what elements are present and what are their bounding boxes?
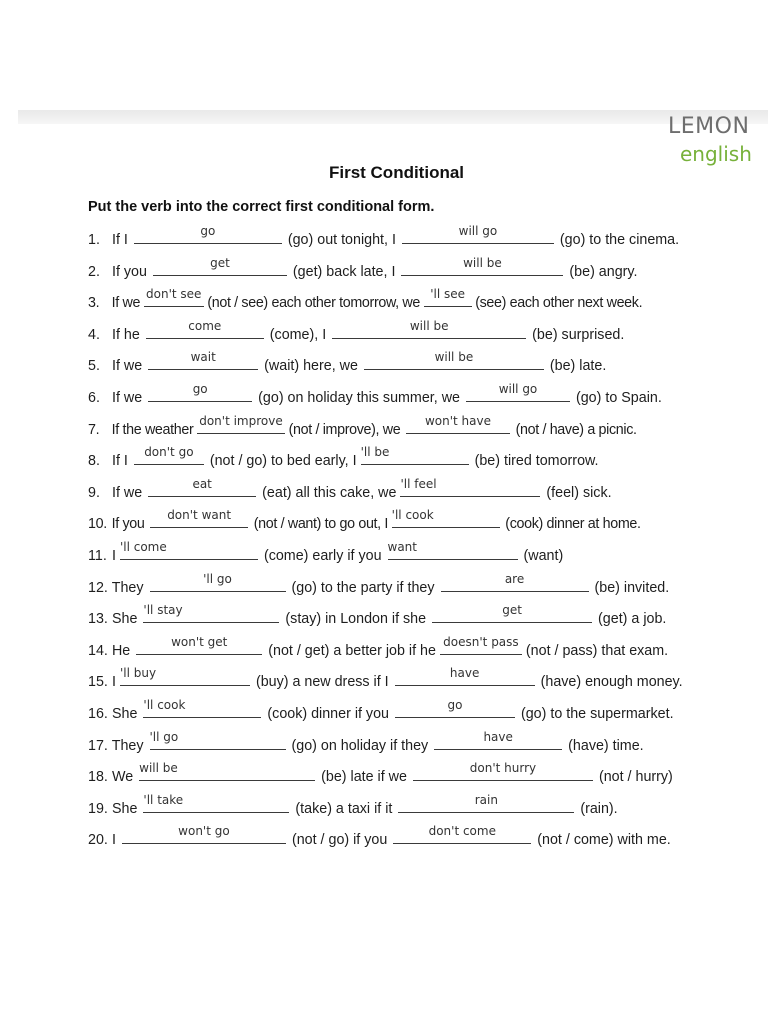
item-number: 12. bbox=[88, 579, 108, 596]
item-text: I bbox=[111, 832, 116, 849]
item-text: If he bbox=[111, 326, 140, 343]
item-text: She bbox=[111, 800, 138, 817]
answer-blank[interactable] bbox=[136, 634, 262, 655]
item-text: (not / get) a better job if he bbox=[268, 642, 436, 659]
answer-blank[interactable] bbox=[143, 603, 279, 623]
item-number: 2. bbox=[88, 263, 100, 280]
item-number: 1. bbox=[88, 232, 100, 248]
filled-answer: have bbox=[483, 729, 513, 744]
item-number: 7. bbox=[88, 421, 100, 438]
filled-answer: 'll go bbox=[203, 571, 232, 586]
answer-blank[interactable] bbox=[150, 508, 248, 528]
answer-blank[interactable] bbox=[413, 761, 593, 781]
item-text: (be) surprised. bbox=[532, 326, 625, 343]
filled-answer: eat bbox=[192, 476, 212, 491]
filled-answer: get bbox=[210, 255, 230, 270]
answer-blank[interactable] bbox=[143, 792, 289, 813]
item-number: 8. bbox=[88, 453, 100, 470]
item-text: (cook) dinner at home. bbox=[505, 516, 641, 533]
filled-answer: go bbox=[192, 381, 208, 396]
answer-blank[interactable] bbox=[134, 224, 282, 244]
item-text: She bbox=[111, 705, 138, 722]
answer-blank[interactable] bbox=[432, 603, 592, 623]
item-text: (be) tired tomorrow. bbox=[474, 453, 599, 470]
item-number: 18. bbox=[88, 769, 108, 786]
answer-blank[interactable] bbox=[148, 476, 256, 497]
item-text: (go) to the party if they bbox=[291, 579, 435, 596]
item-number: 6. bbox=[88, 389, 100, 406]
filled-answer: don't see bbox=[146, 287, 202, 302]
filled-answer: don't hurry bbox=[469, 761, 537, 776]
filled-answer: don't come bbox=[428, 824, 496, 839]
item-text: (go) on holiday if they bbox=[291, 737, 429, 754]
item-text: If we bbox=[111, 484, 143, 501]
item-text: (be) invited. bbox=[594, 579, 670, 596]
answer-blank[interactable] bbox=[364, 350, 544, 370]
item-text: (not / go) if you bbox=[291, 832, 388, 849]
answer-blank[interactable] bbox=[441, 571, 589, 592]
item-text: (get) back late, I bbox=[292, 263, 396, 280]
item-text: (stay) in London if she bbox=[285, 611, 427, 628]
item-text: (come), I bbox=[269, 326, 327, 343]
item-text: If we bbox=[111, 389, 143, 406]
answer-blank[interactable] bbox=[402, 224, 554, 244]
filled-answer: will be bbox=[434, 350, 474, 365]
answer-blank[interactable] bbox=[197, 413, 285, 434]
filled-answer: wait bbox=[190, 350, 216, 365]
item-text: (not / come) with me. bbox=[537, 832, 671, 849]
filled-answer: 'll feel bbox=[400, 476, 437, 491]
filled-answer: 'll go bbox=[149, 729, 179, 744]
item-number: 11. bbox=[88, 547, 107, 564]
filled-answer: get bbox=[502, 603, 522, 618]
item-text: (cook) dinner if you bbox=[267, 705, 389, 722]
filled-answer: 'll stay bbox=[143, 603, 183, 618]
answer-blank[interactable] bbox=[150, 571, 286, 592]
answer-blank[interactable] bbox=[122, 824, 286, 844]
answer-blank[interactable] bbox=[153, 255, 287, 276]
filled-answer: want bbox=[387, 539, 417, 554]
item-text: (not / want) to go out, I bbox=[253, 516, 389, 533]
filled-answer: 'll cook bbox=[143, 697, 186, 712]
item-number: 15. bbox=[88, 674, 108, 691]
answer-blank[interactable] bbox=[143, 697, 261, 718]
item-text: (go) to Spain. bbox=[575, 389, 662, 406]
logo-lemon-text: LEMON bbox=[668, 114, 750, 139]
item-text: (come) early if you bbox=[263, 547, 382, 564]
exercise-item bbox=[88, 824, 728, 861]
item-text: (have) time. bbox=[568, 737, 644, 754]
item-text: He bbox=[111, 642, 131, 659]
answer-blank[interactable] bbox=[393, 824, 531, 844]
answer-blank[interactable] bbox=[434, 729, 562, 750]
item-text: (go) to the supermarket. bbox=[520, 705, 674, 722]
answer-blank[interactable] bbox=[148, 350, 258, 370]
filled-answer: doesn't pass bbox=[443, 634, 519, 649]
answer-blank[interactable] bbox=[360, 445, 469, 465]
answer-blank[interactable] bbox=[148, 381, 252, 402]
item-text: (be) late. bbox=[549, 358, 607, 375]
answer-blank[interactable] bbox=[146, 318, 264, 339]
filled-answer: 'll come bbox=[119, 539, 167, 554]
item-text: (be) angry. bbox=[569, 263, 638, 280]
filled-answer: won't have bbox=[424, 413, 491, 428]
filled-answer: won't get bbox=[171, 634, 228, 649]
filled-answer: 'll cook bbox=[391, 508, 434, 523]
filled-answer: rain bbox=[474, 792, 498, 807]
item-text: If I bbox=[111, 232, 128, 248]
filled-answer: won't go bbox=[178, 824, 230, 839]
item-number: 5. bbox=[88, 358, 100, 375]
item-text: (not / see) each other tomorrow, we bbox=[207, 295, 420, 312]
item-text: I bbox=[111, 674, 116, 691]
answer-blank[interactable] bbox=[119, 666, 250, 686]
top-strip bbox=[18, 110, 768, 124]
item-text: We bbox=[111, 769, 134, 786]
answer-blank[interactable] bbox=[401, 255, 563, 276]
filled-answer: will be bbox=[409, 318, 449, 333]
item-number: 17. bbox=[88, 737, 108, 754]
item-number: 16. bbox=[88, 705, 108, 722]
worksheet-title: First Conditional bbox=[328, 163, 465, 182]
answer-blank[interactable] bbox=[119, 539, 258, 560]
item-number: 13. bbox=[88, 611, 108, 628]
item-text: If the weather bbox=[111, 421, 194, 438]
filled-answer: don't go bbox=[144, 445, 194, 460]
filled-answer: have bbox=[449, 666, 480, 681]
answer-blank[interactable] bbox=[398, 792, 574, 813]
answer-blank[interactable] bbox=[440, 634, 522, 655]
filled-answer: will be bbox=[139, 761, 178, 776]
item-text: (take) a taxi if it bbox=[295, 800, 393, 817]
item-text: (go) to the cinema. bbox=[559, 232, 680, 248]
item-text: (want) bbox=[523, 547, 564, 564]
item-number: 4. bbox=[88, 326, 100, 343]
item-text: (rain). bbox=[580, 800, 618, 817]
item-text: She bbox=[111, 611, 138, 628]
item-text: (not / go) to bed early, I bbox=[209, 453, 357, 470]
item-text: If we bbox=[111, 295, 141, 312]
item-number: 14. bbox=[88, 642, 108, 659]
item-text: If you bbox=[111, 263, 147, 280]
logo-english-text: english bbox=[680, 142, 752, 166]
filled-answer: 'll see bbox=[430, 287, 465, 302]
item-text: (be) late if we bbox=[321, 769, 407, 786]
exercise-list bbox=[88, 224, 728, 861]
item-text: I bbox=[111, 547, 116, 564]
item-text: (not / improve), we bbox=[288, 421, 401, 438]
answer-blank[interactable] bbox=[395, 697, 515, 718]
answer-blank[interactable] bbox=[139, 761, 315, 781]
filled-answer: come bbox=[188, 318, 222, 333]
item-text: They bbox=[111, 579, 144, 596]
filled-answer: 'll take bbox=[143, 792, 184, 807]
answer-blank[interactable] bbox=[332, 318, 526, 339]
item-text: If you bbox=[111, 516, 145, 533]
item-number: 19. bbox=[88, 800, 108, 817]
item-text: (not / hurry) bbox=[598, 769, 673, 786]
filled-answer: don't improve bbox=[199, 413, 283, 428]
answer-blank[interactable] bbox=[406, 413, 510, 434]
filled-answer: go bbox=[447, 697, 463, 712]
filled-answer: 'll buy bbox=[119, 666, 157, 681]
answer-blank[interactable] bbox=[144, 287, 204, 307]
filled-answer: don't want bbox=[167, 508, 232, 523]
answer-blank[interactable] bbox=[134, 445, 204, 465]
item-text: If we bbox=[111, 358, 143, 375]
item-number: 9. bbox=[88, 484, 100, 501]
item-text: (not / have) a picnic. bbox=[515, 421, 637, 438]
filled-answer: are bbox=[504, 571, 525, 586]
item-text: (have) enough money. bbox=[540, 674, 683, 691]
filled-answer: go bbox=[200, 224, 216, 238]
answer-blank[interactable] bbox=[424, 287, 472, 307]
item-text: If I bbox=[111, 453, 128, 470]
item-text: (see) each other next week. bbox=[475, 295, 643, 312]
item-text: (not / pass) that exam. bbox=[525, 642, 669, 659]
filled-answer: will go bbox=[498, 381, 538, 396]
item-text: (go) on holiday this summer, we bbox=[258, 389, 460, 406]
item-number: 10. bbox=[88, 516, 107, 533]
filled-answer: will be bbox=[463, 255, 502, 270]
item-number: 20. bbox=[88, 832, 108, 849]
item-number: 3. bbox=[88, 295, 100, 312]
worksheet-instructions: Put the verb into the correct first conditional form. bbox=[88, 199, 435, 215]
answer-blank[interactable] bbox=[400, 476, 540, 497]
answer-blank[interactable] bbox=[149, 729, 286, 750]
answer-blank[interactable] bbox=[391, 508, 500, 528]
answer-blank[interactable] bbox=[466, 381, 570, 402]
item-text: (feel) sick. bbox=[546, 484, 612, 501]
item-text: (get) a job. bbox=[598, 611, 667, 628]
item-text: They bbox=[111, 737, 144, 754]
filled-answer: 'll be bbox=[360, 445, 390, 460]
item-text: (eat) all this cake, we bbox=[262, 484, 397, 501]
filled-answer: will go bbox=[458, 224, 498, 238]
answer-blank[interactable] bbox=[387, 539, 518, 560]
answer-blank[interactable] bbox=[395, 666, 535, 686]
item-text: (wait) here, we bbox=[264, 358, 358, 375]
item-text: (buy) a new dress if I bbox=[255, 674, 389, 691]
item-text: (go) out tonight, I bbox=[287, 232, 396, 248]
